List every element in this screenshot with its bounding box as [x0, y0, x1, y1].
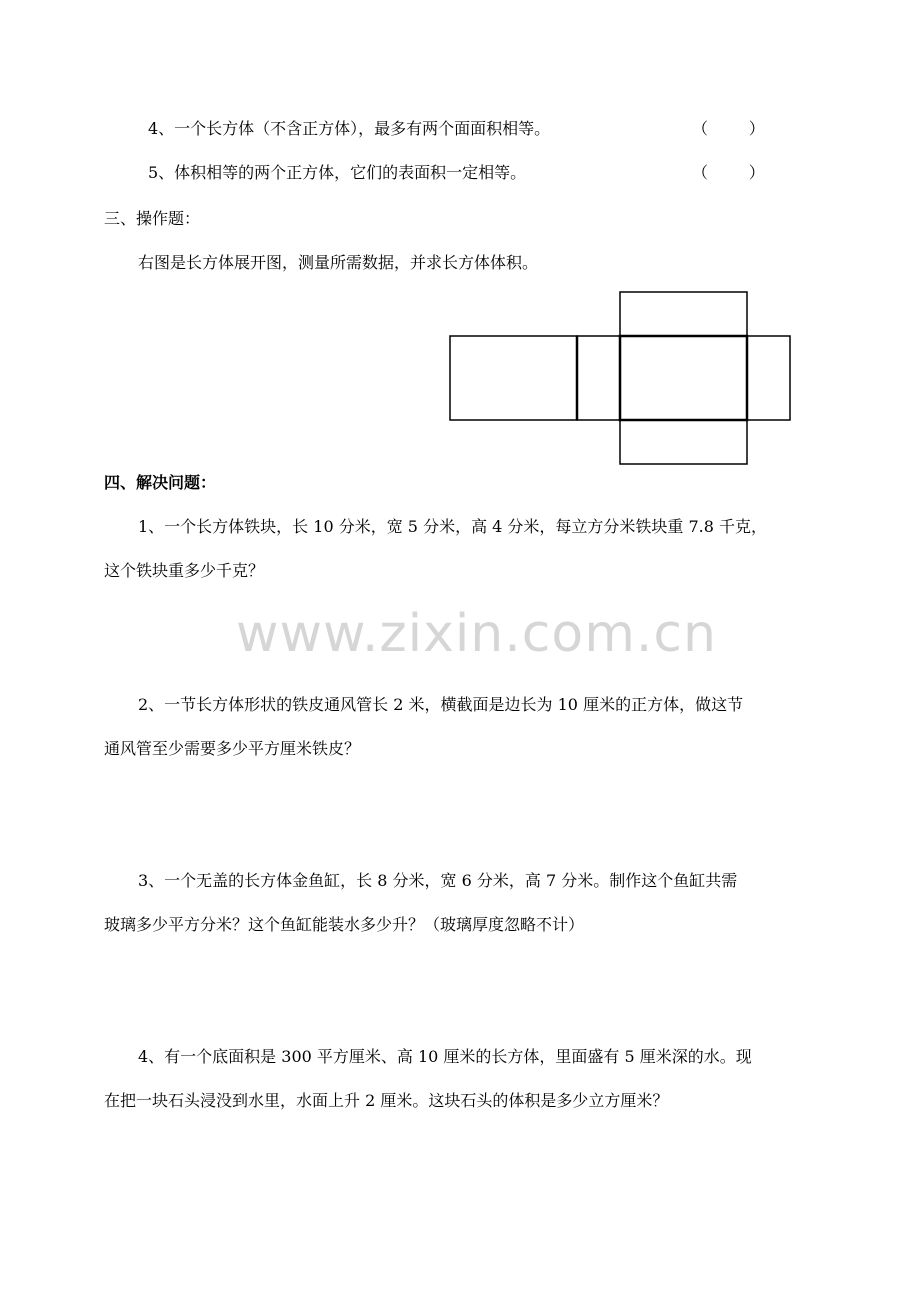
judgement-item-5: 5、体积相等的两个正方体，它们的表面积一定相等。	[148, 163, 527, 182]
problem-2-line-2: 通风管至少需要多少平方厘米铁皮？	[104, 739, 361, 758]
net-face-top	[620, 292, 747, 336]
net-face-right-side	[747, 336, 790, 420]
problem-1-line-1: 1、一个长方体铁块，长 10 分米，宽 5 分米，高 4 分米，每立方分米铁块重 7.8 千克，	[138, 517, 768, 536]
section-3-instruction: 右图是长方体展开图，测量所需数据，并求长方体体积。	[138, 253, 539, 272]
problem-1-line-2: 这个铁块重多少千克？	[104, 561, 265, 580]
judgement-item-4: 4、一个长方体（不含正方体），最多有两个面面积相等。	[148, 119, 551, 138]
cuboid-net-diagram	[440, 284, 800, 474]
answer-blank-4[interactable]: （ ）	[692, 119, 765, 138]
problem-3-line-1: 3、一个无盖的长方体金鱼缸，长 8 分米，宽 6 分米，高 7 分米。制作这个鱼缸共需	[138, 871, 738, 890]
watermark: www.zixin.com.cn	[236, 604, 717, 664]
problem-4-line-1: 4、有一个底面积是 300 平方厘米、高 10 厘米的长方体，里面盛有 5 厘米深的水。现	[138, 1047, 752, 1066]
answer-blank-5[interactable]: （ ）	[692, 163, 765, 182]
problem-2-line-1: 2、一节长方体形状的铁皮通风管长 2 米，横截面是边长为 10 厘米的正方体，做这节	[138, 695, 744, 714]
net-face-front	[620, 420, 747, 464]
problem-3-line-2: 玻璃多少平方分米？这个鱼缸能装水多少升？（玻璃厚度忽略不计）	[104, 915, 585, 934]
net-face-bottom	[620, 336, 747, 420]
section-4-heading: 四、解决问题：	[104, 473, 217, 492]
net-face-left-side	[577, 336, 620, 420]
net-face-left-large	[450, 336, 577, 420]
section-3-heading: 三、操作题：	[104, 209, 201, 228]
problem-4-line-2: 在把一块石头浸没到水里，水面上升 2 厘米。这块石头的体积是多少立方厘米？	[104, 1091, 669, 1110]
